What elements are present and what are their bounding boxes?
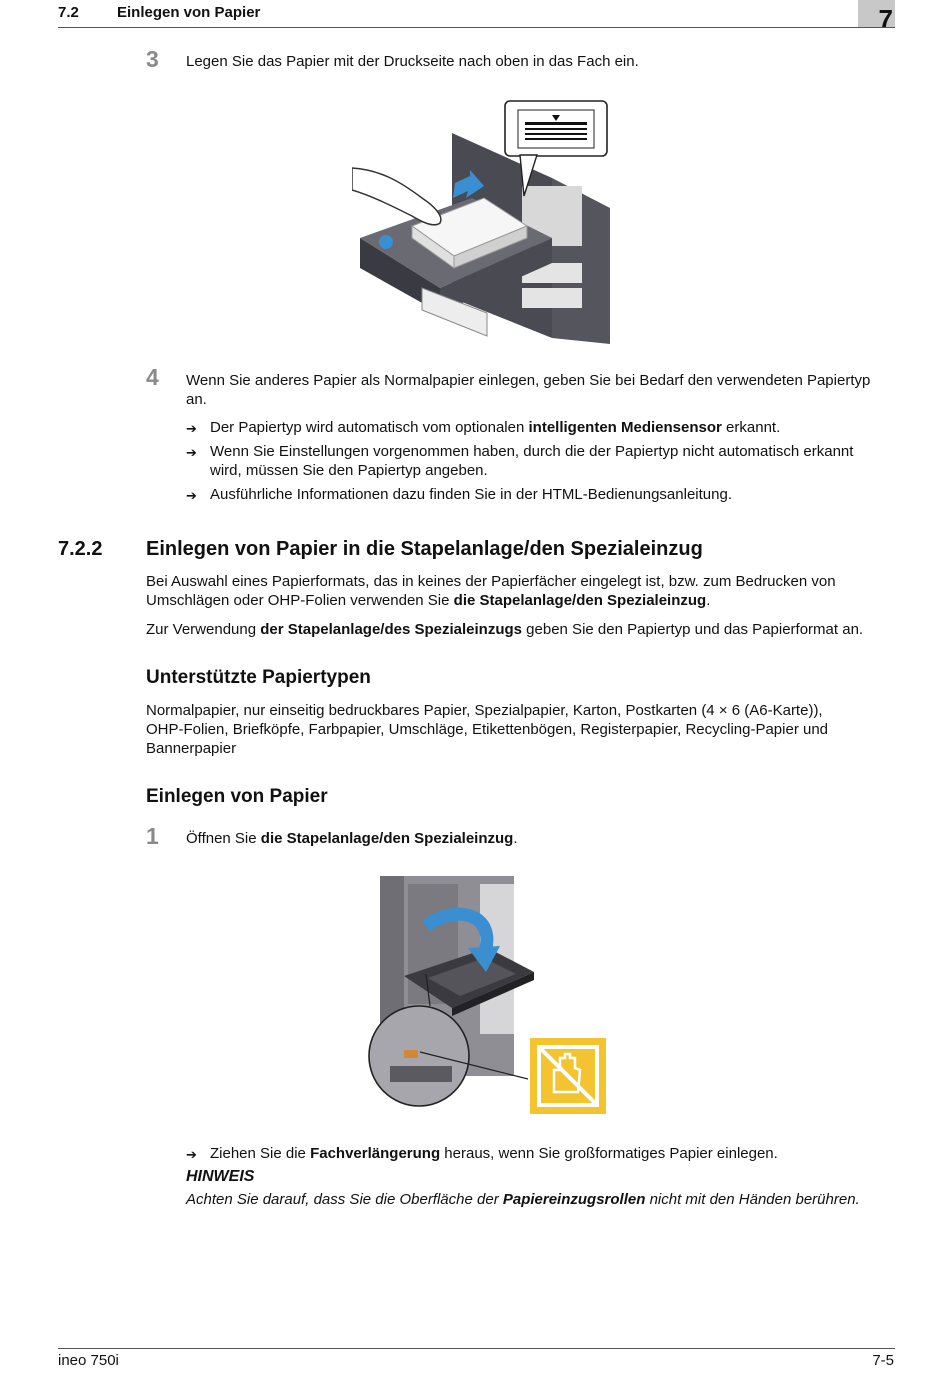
supported-line-3: Bannerpapier	[146, 740, 237, 757]
section-title: Einlegen von Papier in die Stapelanlage/den Spezialeinzug	[146, 538, 703, 560]
arrow-bullet-icon: ➔	[186, 421, 197, 436]
tray-illustration	[352, 98, 614, 346]
footer-rule	[58, 1348, 895, 1349]
step-3-number: 3	[146, 46, 159, 72]
chapter-tab: 7	[858, 0, 895, 27]
footer-product: ineo 750i	[58, 1352, 119, 1369]
bullet-2-line-2: wird, müssen Sie den Papiertyp angeben.	[210, 462, 488, 479]
supported-line-1: Normalpapier, nur einseitig bedruckbares Papier, Spezialpapier, Karton, Postkarten (4 × 6 (A6-Karte)),	[146, 702, 823, 719]
header-rule	[58, 27, 895, 28]
section-number: 7.2.2	[58, 538, 103, 560]
section-para-2: Zur Verwendung der Stapelanlage/des Spezialeinzugs geben Sie den Papiertyp und das Papierformat an.	[146, 621, 864, 638]
fachverlaengerung-bullet: Ziehen Sie die Fachverlängerung heraus, wenn Sie großformatiges Papier einlegen.	[210, 1145, 778, 1162]
header-section-number: 7.2	[58, 4, 79, 21]
no-touch-hand-icon	[530, 1038, 606, 1114]
step-4-text-line-2: an.	[186, 391, 207, 408]
supported-line-2: OHP-Folien, Briefköpfe, Farbpapier, Umschläge, Etikettenbögen, Registerpapier, Recycling-Papier und	[146, 721, 829, 738]
supported-types-heading: Unterstützte Papiertypen	[146, 667, 371, 688]
step-1-number: 1	[146, 823, 159, 849]
note-text: Achten Sie darauf, dass Sie die Oberfläche der Papiereinzugsrollen nicht mit den Händen berühren.	[186, 1191, 860, 1208]
header-section-title: Einlegen von Papier	[117, 4, 261, 21]
step-1-text: Öffnen Sie die Stapelanlage/den Spezialeinzug.	[186, 830, 518, 847]
bullet-1: Der Papiertyp wird automatisch vom optionalen intelligenten Mediensensor erkannt.	[210, 419, 781, 436]
bullet-3: Ausführliche Informationen dazu finden Sie in der HTML-Bedienungsanleitung.	[210, 486, 732, 503]
bypass-tray-illustration	[368, 874, 612, 1120]
arrow-bullet-icon: ➔	[186, 445, 197, 460]
loading-heading: Einlegen von Papier	[146, 786, 328, 807]
section-para-1-line-1: Bei Auswahl eines Papierformats, das in keines der Papierfächer eingelegt ist, bzw. zum Bedrucken von	[146, 573, 836, 590]
note-label: HINWEIS	[186, 1168, 255, 1185]
step-4-number: 4	[146, 364, 159, 390]
section-para-1-line-2: Umschlägen oder OHP-Folien verwenden Sie die Stapelanlage/den Spezialeinzug.	[146, 592, 711, 609]
step-3-text: Legen Sie das Papier mit der Druckseite nach oben in das Fach ein.	[186, 53, 639, 70]
step-4-text-line-1: Wenn Sie anderes Papier als Normalpapier einlegen, geben Sie bei Bedarf den verwendeten Papiertyp	[186, 372, 871, 389]
footer-page-number: 7-5	[872, 1352, 894, 1369]
arrow-bullet-icon: ➔	[186, 488, 197, 503]
arrow-bullet-icon: ➔	[186, 1147, 197, 1162]
bullet-2-line-1: Wenn Sie Einstellungen vorgenommen haben, durch die der Papiertyp nicht automatisch erkannt	[210, 443, 854, 460]
